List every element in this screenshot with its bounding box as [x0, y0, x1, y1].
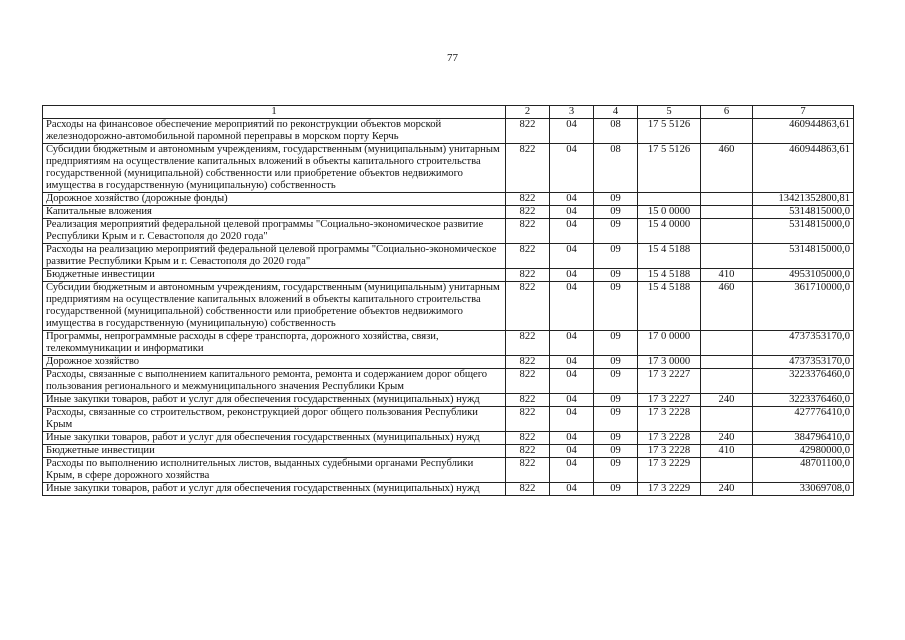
table-row — [43, 432, 854, 445]
row-section-code: 04 — [550, 219, 594, 244]
row-subsection-code: 09 — [594, 282, 638, 331]
row-amount: 3223376460,0 — [753, 394, 854, 407]
row-section-code: 04 — [550, 407, 594, 432]
row-description: Субсидии бюджетным и автономным учреждениям, государственным (муниципальным) унитарным предприятиям на осуществление капитальных вложений в объекты капитального строительства государственной (муниципальной) собственности или приобретение объектов недвижимого имущества в государственную (муниципальную) собственность — [43, 282, 506, 331]
row-amount: 460944863,61 — [753, 119, 854, 144]
row-subsection-code: 09 — [594, 244, 638, 269]
row-target-article: 15 4 5188 — [638, 244, 701, 269]
row-target-article: 17 3 2228 — [638, 432, 701, 445]
row-subsection-code: 09 — [594, 269, 638, 282]
row-expense-type — [701, 407, 753, 432]
row-subsection-code: 09 — [594, 369, 638, 394]
row-description: Капитальные вложения — [43, 206, 506, 219]
row-section-code: 04 — [550, 483, 594, 496]
row-target-article: 17 3 2229 — [638, 458, 701, 483]
row-expense-type — [701, 244, 753, 269]
row-description: Иные закупки товаров, работ и услуг для обеспечения государственных (муниципальных) нужд — [43, 432, 506, 445]
row-target-article: 17 3 2228 — [638, 445, 701, 458]
row-description: Расходы на реализацию мероприятий федеральной целевой программы "Социально-экономическое развитие Республики Крым и г. Севастополя до 2020 года" — [43, 244, 506, 269]
row-ministry-code: 822 — [506, 445, 550, 458]
row-description: Иные закупки товаров, работ и услуг для обеспечения государственных (муниципальных) нужд — [43, 483, 506, 496]
header-col-4: 4 — [594, 106, 638, 119]
row-section-code: 04 — [550, 394, 594, 407]
table-row — [43, 356, 854, 369]
row-expense-type: 410 — [701, 269, 753, 282]
row-section-code: 04 — [550, 356, 594, 369]
table-row — [43, 331, 854, 356]
table-row — [43, 206, 854, 219]
row-target-article: 17 3 2229 — [638, 483, 701, 496]
table-row — [43, 445, 854, 458]
row-description: Бюджетные инвестиции — [43, 445, 506, 458]
row-target-article: 17 3 2227 — [638, 369, 701, 394]
table-row — [43, 483, 854, 496]
row-target-article: 15 4 0000 — [638, 219, 701, 244]
row-section-code: 04 — [550, 144, 594, 193]
row-ministry-code: 822 — [506, 356, 550, 369]
row-ministry-code: 822 — [506, 282, 550, 331]
row-target-article: 17 3 2228 — [638, 407, 701, 432]
row-ministry-code: 822 — [506, 458, 550, 483]
row-amount: 5314815000,0 — [753, 219, 854, 244]
row-description: Расходы на финансовое обеспечение мероприятий по реконструкции объектов морской железнодорожно-автомобильной паромной переправы в морском порту Керчь — [43, 119, 506, 144]
row-ministry-code: 822 — [506, 331, 550, 356]
row-section-code: 04 — [550, 206, 594, 219]
row-description: Дорожное хозяйство — [43, 356, 506, 369]
table-row — [43, 269, 854, 282]
row-expense-type — [701, 206, 753, 219]
row-ministry-code: 822 — [506, 244, 550, 269]
row-section-code: 04 — [550, 369, 594, 394]
row-description: Дорожное хозяйство (дорожные фонды) — [43, 193, 506, 206]
row-section-code: 04 — [550, 119, 594, 144]
row-expense-type: 410 — [701, 445, 753, 458]
row-subsection-code: 09 — [594, 356, 638, 369]
row-description: Субсидии бюджетным и автономным учреждениям, государственным (муниципальным) унитарным предприятиям на осуществление капитальных вложений в объекты капитального строительства государственной (муниципальной) собственности или приобретение объектов недвижимого имущества в государственную (муниципальную) собственность — [43, 144, 506, 193]
row-ministry-code: 822 — [506, 119, 550, 144]
row-description: Бюджетные инвестиции — [43, 269, 506, 282]
row-ministry-code: 822 — [506, 193, 550, 206]
table-row — [43, 458, 854, 483]
row-amount: 13421352800,81 — [753, 193, 854, 206]
header-col-1: 1 — [43, 106, 506, 119]
row-subsection-code: 09 — [594, 432, 638, 445]
header-col-6: 6 — [701, 106, 753, 119]
table-row — [43, 394, 854, 407]
row-ministry-code: 822 — [506, 369, 550, 394]
row-target-article: 17 3 2227 — [638, 394, 701, 407]
table-row — [43, 193, 854, 206]
row-expense-type: 460 — [701, 282, 753, 331]
row-description: Расходы, связанные со строительством, реконструкцией дорог общего пользования Республики Крым — [43, 407, 506, 432]
row-section-code: 04 — [550, 269, 594, 282]
row-target-article: 15 4 5188 — [638, 282, 701, 331]
row-subsection-code: 08 — [594, 144, 638, 193]
header-col-2: 2 — [506, 106, 550, 119]
row-ministry-code: 822 — [506, 219, 550, 244]
row-section-code: 04 — [550, 445, 594, 458]
row-ministry-code: 822 — [506, 394, 550, 407]
row-target-article: 15 4 5188 — [638, 269, 701, 282]
row-expense-type — [701, 458, 753, 483]
row-amount: 42980000,0 — [753, 445, 854, 458]
row-description: Реализация мероприятий федеральной целевой программы "Социально-экономическое развитие Республики Крым и г. Севастополя до 2020 года" — [43, 219, 506, 244]
row-target-article — [638, 193, 701, 206]
row-amount: 5314815000,0 — [753, 206, 854, 219]
header-col-5: 5 — [638, 106, 701, 119]
row-amount: 3223376460,0 — [753, 369, 854, 394]
row-expense-type — [701, 331, 753, 356]
row-target-article: 15 0 0000 — [638, 206, 701, 219]
row-subsection-code: 09 — [594, 394, 638, 407]
row-amount: 427776410,0 — [753, 407, 854, 432]
row-expense-type — [701, 369, 753, 394]
row-amount: 361710000,0 — [753, 282, 854, 331]
row-subsection-code: 09 — [594, 331, 638, 356]
row-target-article: 17 5 5126 — [638, 119, 701, 144]
row-subsection-code: 08 — [594, 119, 638, 144]
table-header-row — [43, 106, 854, 119]
row-subsection-code: 09 — [594, 206, 638, 219]
row-section-code: 04 — [550, 193, 594, 206]
row-subsection-code: 09 — [594, 407, 638, 432]
row-subsection-code: 09 — [594, 219, 638, 244]
table-row — [43, 282, 854, 331]
header-col-3: 3 — [550, 106, 594, 119]
table-row — [43, 219, 854, 244]
row-amount: 33069708,0 — [753, 483, 854, 496]
row-description: Программы, непрограммные расходы в сфере транспорта, дорожного хозяйства, связи, телекоммуникации и информатики — [43, 331, 506, 356]
row-amount: 4953105000,0 — [753, 269, 854, 282]
table-row — [43, 244, 854, 269]
row-expense-type — [701, 193, 753, 206]
row-amount: 460944863,61 — [753, 144, 854, 193]
budget-table — [42, 105, 854, 496]
table-row — [43, 144, 854, 193]
table-row — [43, 369, 854, 394]
row-section-code: 04 — [550, 432, 594, 445]
row-expense-type — [701, 119, 753, 144]
row-ministry-code: 822 — [506, 144, 550, 193]
row-ministry-code: 822 — [506, 269, 550, 282]
row-expense-type: 460 — [701, 144, 753, 193]
row-ministry-code: 822 — [506, 206, 550, 219]
row-section-code: 04 — [550, 331, 594, 356]
row-expense-type: 240 — [701, 432, 753, 445]
table-row — [43, 119, 854, 144]
header-col-7: 7 — [753, 106, 854, 119]
row-ministry-code: 822 — [506, 432, 550, 445]
row-ministry-code: 822 — [506, 483, 550, 496]
page-number: 77 — [447, 52, 458, 64]
row-description: Расходы по выполнению исполнительных листов, выданных судебными органами Республики Крым, в сфере дорожного хозяйства — [43, 458, 506, 483]
row-amount: 4737353170,0 — [753, 331, 854, 356]
row-amount: 4737353170,0 — [753, 356, 854, 369]
row-section-code: 04 — [550, 244, 594, 269]
row-subsection-code: 09 — [594, 193, 638, 206]
row-amount: 384796410,0 — [753, 432, 854, 445]
row-amount: 48701100,0 — [753, 458, 854, 483]
row-target-article: 17 0 0000 — [638, 331, 701, 356]
row-description: Иные закупки товаров, работ и услуг для обеспечения государственных (муниципальных) нужд — [43, 394, 506, 407]
row-expense-type — [701, 219, 753, 244]
row-expense-type — [701, 356, 753, 369]
row-target-article: 17 5 5126 — [638, 144, 701, 193]
row-description: Расходы, связанные с выполнением капитального ремонта, ремонта и содержанием дорог общего пользования регионального и межмуниципального значения Республики Крым — [43, 369, 506, 394]
row-amount: 5314815000,0 — [753, 244, 854, 269]
row-expense-type: 240 — [701, 483, 753, 496]
row-subsection-code: 09 — [594, 445, 638, 458]
row-ministry-code: 822 — [506, 407, 550, 432]
row-target-article: 17 3 0000 — [638, 356, 701, 369]
row-expense-type: 240 — [701, 394, 753, 407]
row-subsection-code: 09 — [594, 483, 638, 496]
row-section-code: 04 — [550, 458, 594, 483]
row-section-code: 04 — [550, 282, 594, 331]
row-subsection-code: 09 — [594, 458, 638, 483]
table-row — [43, 407, 854, 432]
